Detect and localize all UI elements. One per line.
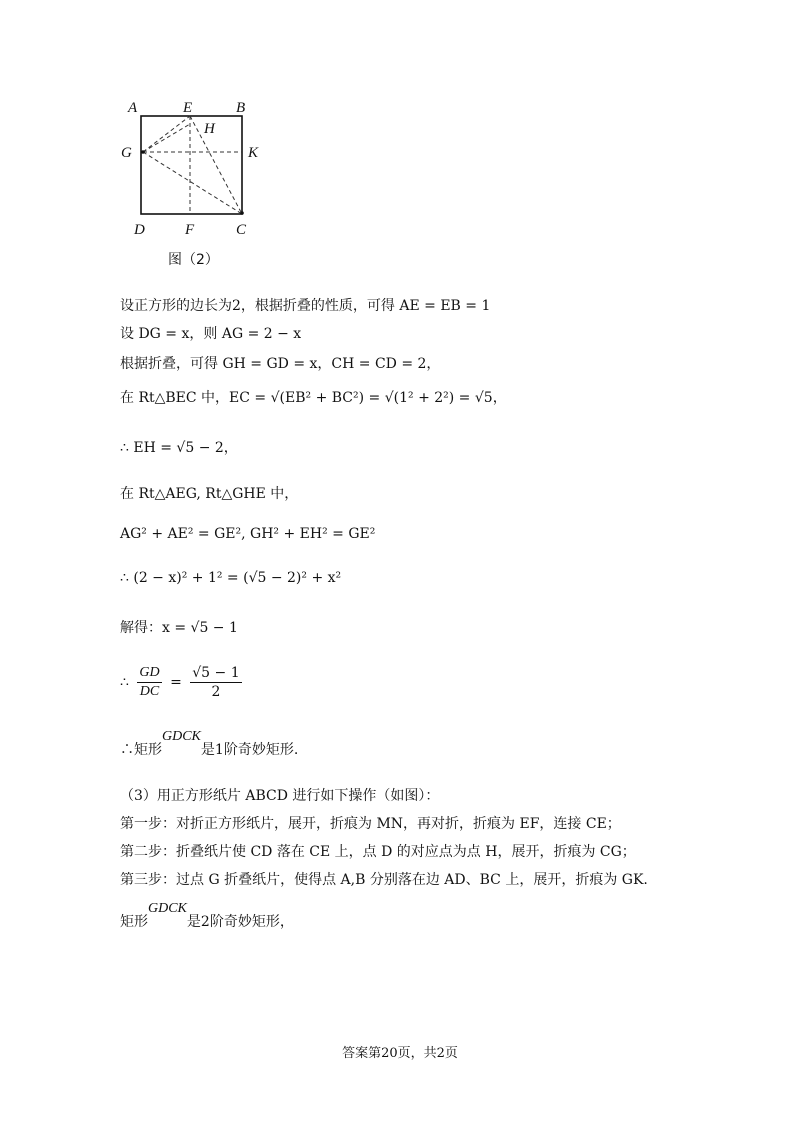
- solution-line-8: ∴ (2 − x)² + 1² = (√5 − 2)² + x²: [120, 570, 342, 586]
- solution-line-11: [120, 729, 299, 761]
- equals-sign: =: [170, 674, 182, 691]
- figure-caption: 图（2）: [168, 252, 219, 268]
- therefore-symbol: ∴: [120, 674, 129, 691]
- point-c: [240, 211, 244, 215]
- solution-line-7: AG² + AE² = GE², GH² + EH² = GE²: [120, 526, 376, 542]
- rectangle-name-1: GDCK: [162, 729, 201, 744]
- line-16-prefix: 矩形: [120, 914, 148, 930]
- label-d: D: [134, 222, 145, 238]
- solution-line-15: 第三步：过点 G 折叠纸片，使得点 A,B 分别落在边 AD、BC 上，展开，折痕为 GK.: [120, 872, 648, 888]
- solution-line-1: 设正方形的边长为2，根据折叠的性质，可得 AE = EB = 1: [120, 298, 491, 314]
- line-16-suffix: 是2阶奇妙矩形，: [186, 914, 294, 930]
- label-g: G: [121, 145, 132, 161]
- square-fold-diagram: [112, 92, 312, 272]
- solution-line-12: （3）用正方形纸片 ABCD 进行如下操作（如图）：: [120, 788, 440, 804]
- page-footer: 答案第20页，共2页: [342, 1046, 458, 1061]
- solution-line-10: [120, 664, 246, 701]
- fraction-dc-denominator: DC: [139, 684, 160, 699]
- label-a: A: [128, 100, 138, 116]
- solution-line-2: 设 DG = x，则 AG = 2 − x: [120, 326, 302, 342]
- fraction-golden-ratio: [190, 664, 241, 701]
- fraction-golden-numerator: √5 − 1: [192, 665, 240, 681]
- solution-line-9: 解得：x = √5 − 1: [120, 620, 238, 636]
- fraction-gd-dc: [137, 664, 161, 701]
- solution-line-6: 在 Rt△AEG, Rt△GHE 中，: [120, 486, 299, 502]
- fold-line-ec: [190, 116, 242, 214]
- label-f: F: [185, 222, 195, 238]
- solution-line-13: 第一步：对折正方形纸片，展开，折痕为 MN，再对折，折痕为 EF，连接 CE；: [120, 816, 621, 832]
- label-h: H: [204, 121, 215, 137]
- label-k: K: [248, 145, 259, 161]
- solution-line-3: 根据折叠，可得 GH = GD = x，CH = CD = 2，: [120, 356, 441, 372]
- fold-line-gh: [143, 124, 190, 152]
- square-abcd: [141, 116, 242, 214]
- fold-line-gc: [143, 152, 242, 214]
- fraction-gd-numerator: GD: [137, 664, 161, 683]
- solution-line-4: 在 Rt△BEC 中，EC = √(EB² + BC²) = √(1² + 2²) = √5，: [120, 390, 507, 406]
- point-g: [141, 150, 145, 154]
- line-11-prefix: ∴矩形: [120, 742, 162, 758]
- label-c: C: [236, 222, 247, 238]
- square-fold-figure: [112, 92, 312, 272]
- line-11-suffix: 是1阶奇妙矩形.: [200, 742, 299, 758]
- rectangle-name-2: GDCK: [148, 901, 187, 916]
- fraction-golden-denominator: 2: [211, 684, 221, 700]
- label-b: B: [236, 100, 246, 116]
- solution-line-14: 第二步：折叠纸片使 CD 落在 CE 上，点 D 的对应点为点 H，展开，折痕为 CG；: [120, 844, 636, 860]
- fold-line-ge: [143, 116, 190, 152]
- label-e: E: [183, 100, 193, 116]
- solution-line-5: ∴ EH = √5 − 2，: [120, 440, 238, 456]
- solution-line-16: [120, 901, 294, 933]
